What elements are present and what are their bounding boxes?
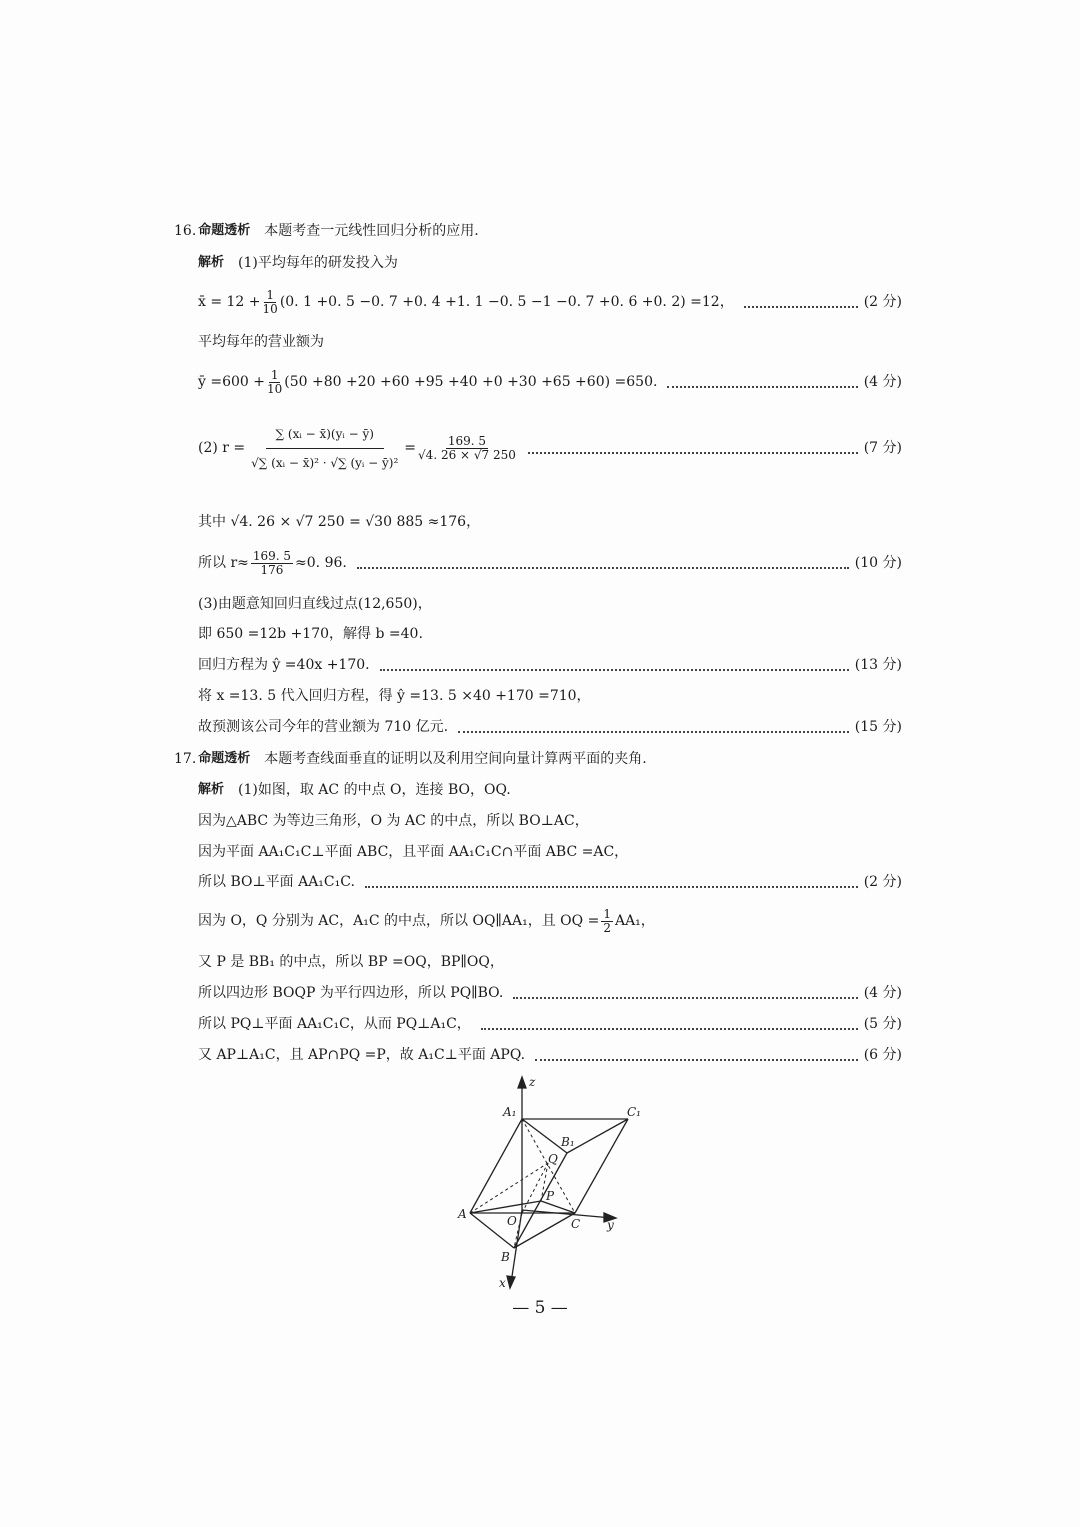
q16-line8: (3)由题意知回归直线过点(12,650)， <box>198 596 432 612</box>
dot-leader <box>357 558 849 569</box>
q17-header <box>174 749 902 769</box>
dashed-A-Q <box>470 1163 548 1213</box>
q17-line4: 所以 BO⊥平面 AA₁C₁C. (2 分) <box>198 874 902 890</box>
label-O: O <box>507 1214 517 1228</box>
fraction: $\frac{169. 5}{√4. 26 \times √7 250}$ <box>418 433 516 462</box>
q17-jiexi: 解析 <box>198 782 225 797</box>
dot-leader <box>380 660 849 671</box>
score: (5 分) <box>863 1016 902 1032</box>
score: (4 分) <box>863 374 902 390</box>
q16-intro: 本题考查一元线性回归分析的应用. <box>264 223 479 239</box>
q16-line12: 故预测该公司今年的营业额为 710 亿元. (15 分) <box>198 719 902 735</box>
fraction: $\frac{1}{10}$ <box>267 367 283 396</box>
dot-leader <box>513 988 857 999</box>
label-y: y <box>607 1218 614 1232</box>
label-A1: A₁ <box>503 1105 517 1119</box>
q16-number: 16. <box>174 223 197 239</box>
score: (10 分) <box>854 555 902 571</box>
dot-leader <box>528 443 858 454</box>
q16-line3: 平均每年的营业额为 <box>198 334 324 350</box>
edge-A-A1 <box>470 1119 522 1213</box>
q16-line4: ȳ =600 + $\frac{1}{10}$ (50 +80 +20 +60 +95 +40 +0 +30 +65 +60) =650. (4 分) <box>198 367 902 396</box>
dot-leader <box>535 1050 858 1061</box>
label-A: A <box>458 1207 467 1221</box>
label-x: x <box>499 1276 506 1290</box>
q16-line10: 回归方程为 ŷ =40x +170. (13 分) <box>198 657 902 673</box>
label-B: B <box>501 1250 510 1264</box>
q16-line11: 将 x =13. 5 代入回归方程，得 ŷ =13. 5 ×40 +170 =710， <box>198 688 591 704</box>
score: (4 分) <box>863 985 902 1001</box>
score: (15 分) <box>854 719 902 735</box>
score: (2 分) <box>863 294 902 310</box>
q16-line6: 其中 √4. 26 × √7 250 = √30 885 ≈176， <box>198 514 481 530</box>
q16-jiexi: 解析 <box>198 255 225 270</box>
q16-line5: (2) r = $\frac{\text{∑ (xᵢ − x̄)(yᵢ − ȳ)}}{\text{√∑ (xᵢ − x̄)² · √∑ (yᵢ − ȳ)²}}$ = $\frac{169. 5}{√4. 26 \times √7 250}$ (7 分) <box>198 418 902 478</box>
score: (7 分) <box>863 440 902 456</box>
q17-line7: 所以四边形 BOQP 为平行四边形，所以 PQ∥BO. (4 分) <box>198 985 902 1001</box>
label-Q: Q <box>548 1152 558 1166</box>
x-arrow <box>507 1276 515 1288</box>
dot-leader <box>744 297 858 308</box>
prism-figure <box>440 1070 660 1295</box>
q16-tag: 命题透析 <box>198 223 251 238</box>
dot-leader <box>458 722 849 733</box>
q16-line9: 即 650 =12b +170，解得 b =40. <box>198 626 423 642</box>
q17-number: 17. <box>174 751 197 767</box>
page-number: — 5 — <box>512 1298 568 1318</box>
score: (2 分) <box>863 874 902 890</box>
q17-line6: 又 P 是 BB₁ 的中点，所以 BP =OQ，BP∥OQ， <box>198 954 504 970</box>
correlation-fraction: $\frac{\text{∑ (xᵢ − x̄)(yᵢ − ȳ)}}{\text{√∑ (xᵢ − x̄)² · √∑ (yᵢ − ȳ)²}}$ <box>251 424 398 473</box>
dashed-O-Q <box>522 1163 548 1213</box>
dot-leader <box>667 377 857 388</box>
q16-header <box>174 221 902 241</box>
q17-line1: 解析 (1)如图，取 AC 的中点 O，连接 BO，OQ. <box>198 782 511 798</box>
q17-intro: 本题考查线面垂直的证明以及利用空间向量计算两平面的夹角. <box>264 751 647 767</box>
y-axis <box>522 1210 612 1218</box>
label-P: P <box>546 1189 555 1203</box>
score: (13 分) <box>854 657 902 673</box>
dot-leader <box>481 1019 858 1030</box>
label-C: C <box>571 1217 581 1231</box>
score: (6 分) <box>863 1047 902 1063</box>
label-z: z <box>529 1075 536 1089</box>
z-arrow <box>518 1077 526 1088</box>
label-B1: B₁ <box>561 1135 575 1149</box>
fraction: $\frac{1}{10}$ <box>262 287 278 316</box>
fraction: $\frac{1}{2}$ <box>603 906 611 935</box>
q17-line3: 因为平面 AA₁C₁C⊥平面 ABC，且平面 AA₁C₁C∩平面 ABC =AC， <box>198 844 629 860</box>
label-C1: C₁ <box>627 1105 641 1119</box>
fraction: $\frac{169. 5}{176}$ <box>252 548 292 577</box>
q17-line5: 因为 O，Q 分别为 AC，A₁C 的中点，所以 OQ∥AA₁，且 OQ = $\frac{1}{2}$ AA₁， <box>198 906 655 935</box>
q17-line8: 所以 PQ⊥平面 AA₁C₁C，从而 PQ⊥A₁C， (5 分) <box>198 1016 902 1032</box>
dot-leader <box>365 877 858 888</box>
q16-line2: x̄ = 12 + $\frac{1}{10}$ (0. 1 +0. 5 −0. 7 +0. 4 +1. 1 −0. 5 −1 −0. 7 +0. 6 +0. 2) =12， (2 分) <box>198 287 902 316</box>
q16-line7: 所以 r≈ $\frac{169. 5}{176}$ ≈0. 96. (10 分) <box>198 548 902 577</box>
q17-line9: 又 AP⊥A₁C，且 AP∩PQ =P，故 A₁C⊥平面 APQ. (6 分) <box>198 1047 902 1063</box>
q17-tag: 命题透析 <box>198 751 251 766</box>
q16-line1: 解析 (1)平均每年的研发投入为 <box>198 255 398 271</box>
q17-line2: 因为△ABC 为等边三角形，O 为 AC 的中点，所以 BO⊥AC， <box>198 813 589 829</box>
